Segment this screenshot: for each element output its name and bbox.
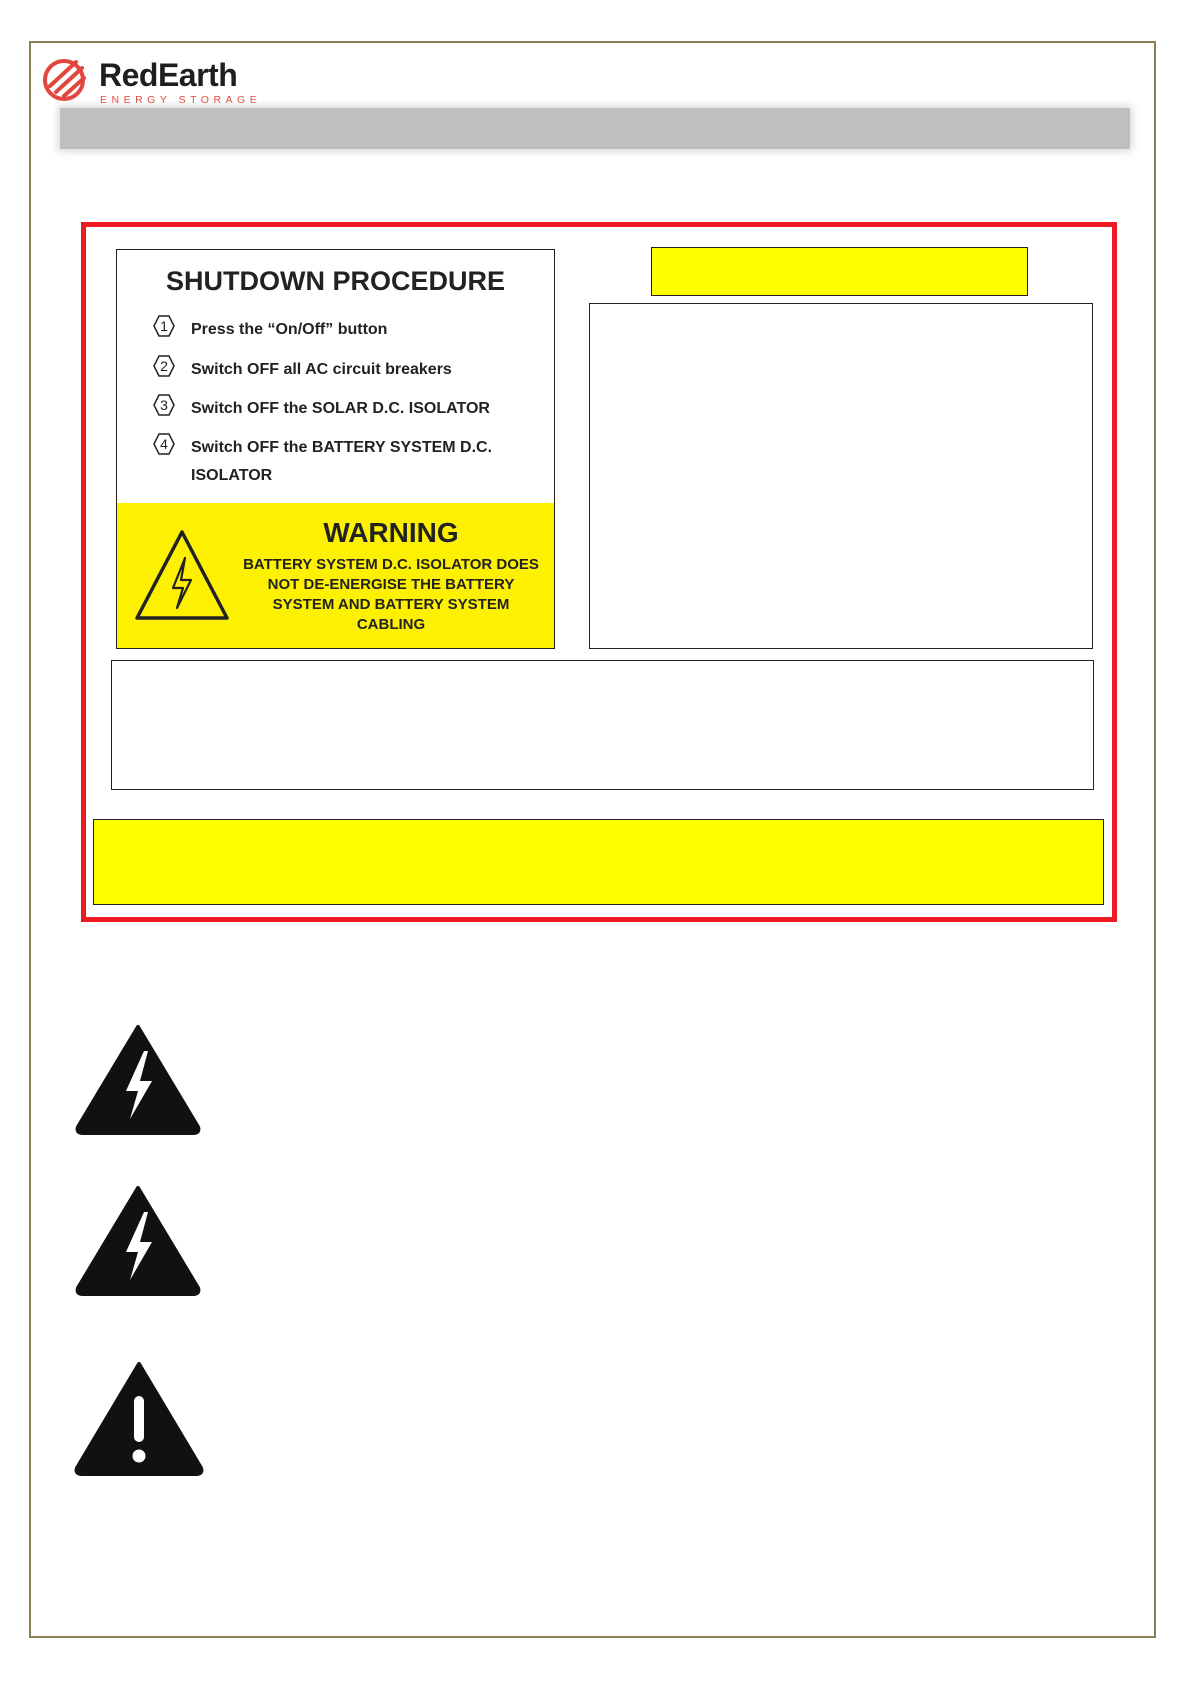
step-number-icon xyxy=(152,354,176,378)
step-number-icon xyxy=(152,314,176,338)
step-number: 4 xyxy=(160,436,168,452)
warning-text: BATTERY SYSTEM D.C. ISOLATOR DOES NOT DE-ENERGISE THE BATTERY SYSTEM AND BATTERY SYSTEM CABLING xyxy=(243,556,539,633)
label-title: SHUTDOWN PROCEDURE xyxy=(165,266,505,296)
electric-hazard-icon xyxy=(74,1023,202,1135)
step-text: Press the “On/Off” button xyxy=(191,321,388,338)
warning-block xyxy=(117,503,554,648)
procedure-step xyxy=(117,352,554,382)
brand-tagline: ENERGY STORAGE xyxy=(100,94,262,106)
step-text: Switch OFF all AC circuit breakers xyxy=(191,361,452,378)
step-number: 3 xyxy=(160,397,168,413)
shutdown-procedure-label xyxy=(116,249,555,649)
brand-logo xyxy=(42,54,262,106)
procedure-step xyxy=(117,430,554,484)
step-number: 1 xyxy=(160,318,168,334)
label-placeholder-wide-box xyxy=(111,660,1094,790)
procedure-step xyxy=(117,391,554,421)
section-header-bar xyxy=(60,108,1130,149)
electric-hazard-icon xyxy=(74,1184,202,1296)
procedure-step xyxy=(117,312,554,342)
redearth-logo-icon xyxy=(42,56,90,102)
high-voltage-warning-icon xyxy=(133,528,231,622)
step-number-icon xyxy=(152,432,176,456)
label-placeholder-tag xyxy=(651,247,1028,296)
step-text: Switch OFF the SOLAR D.C. ISOLATOR xyxy=(191,400,490,417)
step-number-icon xyxy=(152,393,176,417)
general-warning-icon xyxy=(73,1360,205,1476)
label-placeholder-yellow-band xyxy=(93,819,1104,905)
brand-name: RedEarth xyxy=(99,57,238,93)
step-text: Switch OFF the BATTERY SYSTEM D.C. ISOLATOR xyxy=(191,439,493,484)
label-placeholder-box xyxy=(589,303,1093,649)
step-number: 2 xyxy=(160,358,168,374)
warning-title: WARNING xyxy=(323,517,459,548)
